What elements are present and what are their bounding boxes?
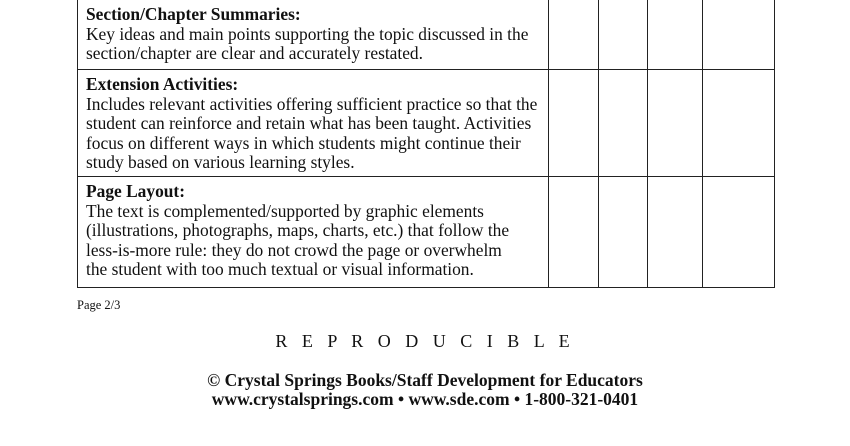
rubric-row-extension-activities bbox=[78, 70, 774, 177]
criterion-title: Section/Chapter Summaries: bbox=[86, 4, 301, 24]
criterion-desc-line: section/chapter are clear and accurately restated. bbox=[86, 43, 423, 64]
criterion-cell bbox=[78, 177, 549, 288]
copyright-line: © Crystal Springs Books/Staff Development for Educators bbox=[207, 370, 643, 390]
score-cell[interactable] bbox=[703, 0, 776, 69]
score-cell[interactable] bbox=[549, 0, 599, 69]
contact-line: www.crystalsprings.com • www.sde.com • 1-800-321-0401 bbox=[211, 389, 639, 409]
score-cell[interactable] bbox=[599, 177, 648, 288]
score-cell[interactable] bbox=[549, 177, 599, 288]
score-cell[interactable] bbox=[648, 177, 703, 288]
rubric-row-summaries bbox=[78, 0, 774, 70]
criterion-desc-line: less-is-more rule: they do not crowd the page or overwhelm bbox=[86, 239, 502, 260]
criterion-cell bbox=[78, 0, 549, 69]
rubric-row-page-layout bbox=[78, 177, 774, 288]
criterion-desc-line: The text is complemented/supported by graphic elements bbox=[86, 200, 484, 221]
criterion-title: Extension Activities: bbox=[86, 74, 239, 94]
criterion-desc-line: student can reinforce and retain what has been taught. Activities bbox=[86, 113, 532, 134]
reproducible-label: R E P R O D U C I B L E bbox=[275, 331, 575, 351]
criterion-cell bbox=[78, 70, 549, 176]
page-number: Page 2/3 bbox=[77, 298, 121, 312]
score-cell[interactable] bbox=[648, 0, 703, 69]
score-cell[interactable] bbox=[703, 70, 776, 176]
criterion-desc-line: focus on different ways in which students might continue their bbox=[86, 132, 521, 153]
score-cell[interactable] bbox=[703, 177, 776, 288]
score-cell[interactable] bbox=[648, 70, 703, 176]
rubric-table bbox=[77, 0, 775, 288]
criterion-desc-line: study based on various learning styles. bbox=[86, 152, 355, 173]
score-cell[interactable] bbox=[599, 70, 648, 176]
score-cell[interactable] bbox=[599, 0, 648, 69]
criterion-desc-line: (illustrations, photographs, maps, charts, etc.) that follow the bbox=[86, 220, 510, 241]
criterion-title: Page Layout: bbox=[86, 181, 186, 201]
criterion-desc-line: Includes relevant activities offering sufficient practice so that the bbox=[86, 93, 538, 114]
criterion-desc-line: Key ideas and main points supporting the topic discussed in the bbox=[86, 23, 529, 44]
criterion-desc-line: the student with too much textual or visual information. bbox=[86, 259, 474, 280]
score-cell[interactable] bbox=[549, 70, 599, 176]
